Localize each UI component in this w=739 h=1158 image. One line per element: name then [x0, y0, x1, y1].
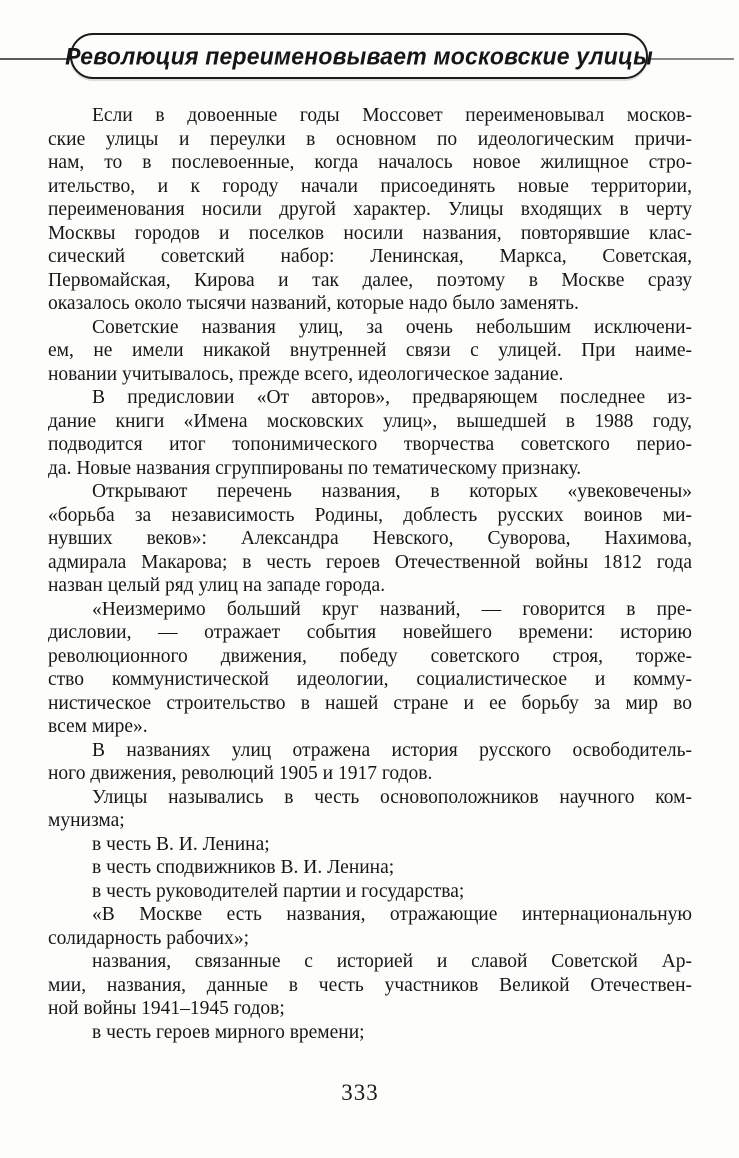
text-line: нистическое строительство в нашей стране и ее борьбу за мир во: [48, 692, 692, 714]
text-line: ной войны 1941–1945 годов;: [48, 998, 285, 1019]
text-line: всем мире».: [48, 716, 148, 737]
text-line: «Неизмеримо больший круг названий, — говорится в пре-: [92, 598, 692, 620]
text-line: адмирала Макарова; в честь героев Отечественной войны 1812 года: [48, 551, 692, 573]
text-line: ительство, и к городу начали присоединять новые территории,: [48, 175, 692, 197]
chapter-title-capsule: [65, 33, 653, 79]
text-line: Москвы городов и поселков носили названия, повторявшие клас-: [48, 222, 692, 244]
text-line: Первомайская, Кирова и так далее, поэтому в Москве сразу: [48, 269, 692, 291]
text-line: мии, названия, данные в честь участников Великой Отечествен-: [48, 974, 692, 996]
text-line: ем, не имели никакой внутренней связи с улицей. При наиме-: [48, 340, 692, 361]
text-line: В названиях улиц отражена история русского освободитель-: [92, 739, 692, 761]
text-line: дисловии, — отражает события новейшего времени: историю: [48, 622, 692, 643]
text-line: названия, связанные с историей и славой Советской Ар-: [92, 951, 692, 972]
text-line: в честь сподвижников В. И. Ленина;: [92, 857, 395, 878]
text-line: «борьба за независимость Родины, доблесть русских воинов ми-: [48, 504, 692, 526]
text-line: переименования носили другой характер. Улицы входящих в черту: [48, 199, 692, 220]
text-line: Улицы назывались в честь основоположников научного ком-: [92, 786, 692, 808]
text-line: в честь руководителей партии и государства;: [92, 880, 465, 902]
text-line: В предисловии «От авторов», предваряющем последнее из-: [92, 387, 692, 408]
text-line: нувших веков»: Александра Невского, Суворова, Нахимова,: [48, 528, 692, 549]
text-line: ство коммунистической идеологии, социалистическое и комму-: [48, 669, 692, 690]
text-line: Открывают перечень названия, в которых «увековечены»: [92, 481, 692, 502]
text-line: назван целый ряд улиц на западе города.: [48, 575, 386, 596]
text-line: «В Москве есть названия, отражающие интернациональную: [92, 904, 692, 925]
text-line: дание книги «Имена московских улиц», вышедшей в 1988 году,: [48, 410, 692, 432]
header-rule-right: [642, 58, 734, 60]
text-line: Если в довоенные годы Моссовет переименовывал москов-: [92, 105, 692, 126]
text-line: оказалось около тысячи названий, которые надо было заменять.: [48, 293, 579, 314]
body-text: [48, 104, 692, 1044]
text-line: ного движения, революций 1905 и 1917 годов.: [48, 763, 433, 784]
text-line: солидарность рабочих»;: [48, 927, 249, 949]
page-number: 333: [341, 1080, 379, 1105]
text-line: да. Новые названия сгруппированы по тематическому признаку.: [48, 457, 582, 479]
text-line: Советские названия улиц, за очень небольшим исключени-: [92, 316, 692, 338]
text-line: мунизма;: [48, 810, 125, 831]
text-line: революционного движения, победу советского строя, торже-: [48, 645, 692, 667]
text-line: подводится итог топонимического творчества советского перио-: [48, 434, 692, 455]
text-line: ские улицы и переулки в основном по идеологическим причи-: [48, 128, 692, 150]
text-line: сический советский набор: Ленинская, Маркса, Советская,: [48, 246, 692, 267]
text-line: в честь героев мирного времени;: [92, 1021, 365, 1043]
text-line: в честь В. И. Ленина;: [92, 833, 270, 855]
text-line: нам, то в послевоенные, когда началось новое жилищное стро-: [48, 152, 692, 173]
chapter-title: Революция переименовывает московские улицы: [65, 41, 653, 70]
text-line: новании учитывалось, прежде всего, идеологическое задание.: [48, 363, 564, 385]
chapter-header: [0, 33, 739, 83]
